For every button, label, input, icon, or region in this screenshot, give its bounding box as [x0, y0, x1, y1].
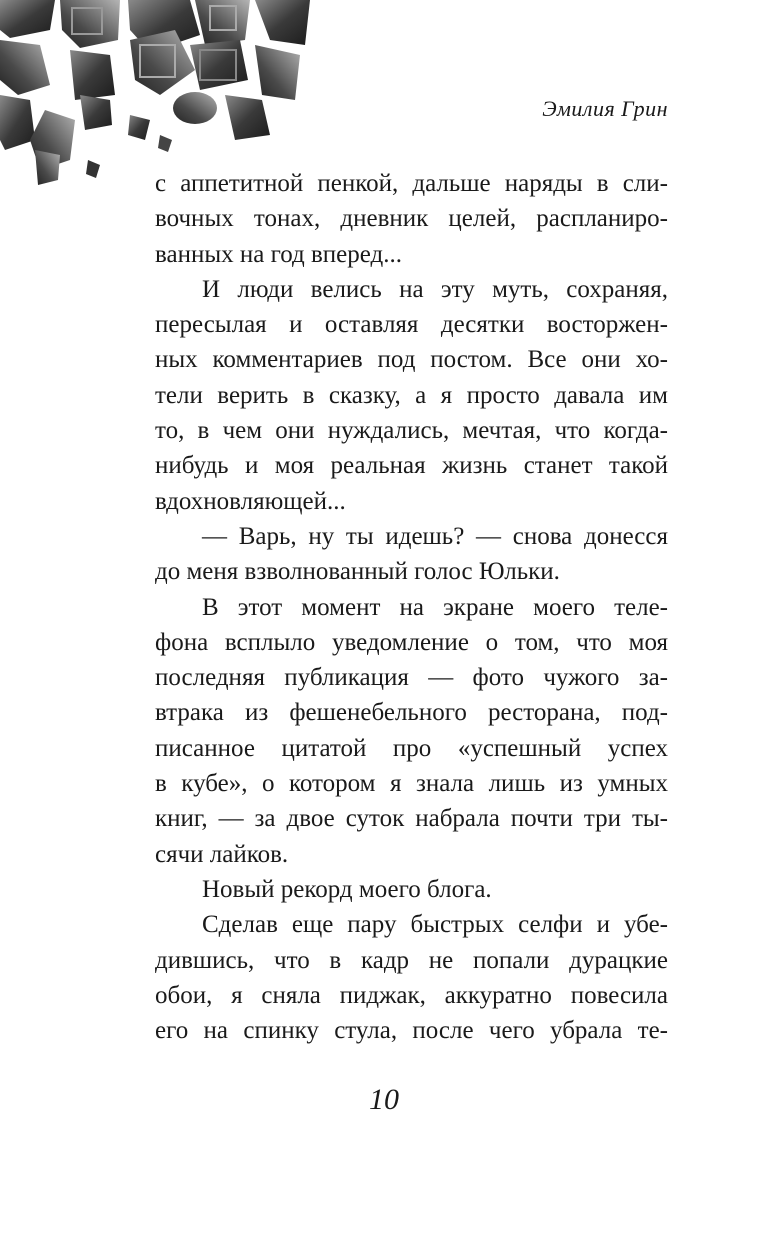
- text-line: И люди велись на эту муть, сохраняя,: [202, 275, 668, 303]
- text-line: с аппетитной пенкой, дальше наряды в сли-: [155, 170, 668, 197]
- text-line: до меня взволнованный голос Юльки.: [155, 558, 560, 586]
- text-line: вдохновляющей...: [155, 487, 346, 515]
- text-line: последняя публикация — фото чужого за-: [155, 664, 668, 692]
- text-line: Новый рекорд моего блога.: [202, 875, 492, 903]
- text-line: дившись, что в кадр не попали дурацкие: [155, 946, 668, 974]
- text-line: то, в чем они нуждались, мечтая, что когда-: [155, 417, 668, 445]
- text-line: сячи лайков.: [155, 840, 289, 868]
- text-line: его на спинку стула, после чего убрала те-: [155, 1017, 668, 1045]
- text-line: Сделав еще пару быстрых селфи и убе-: [202, 911, 668, 939]
- running-head-author: Эмилия Грин: [542, 96, 668, 121]
- chocolate-pieces-icon: [0, 0, 310, 190]
- body-text: [155, 166, 668, 1048]
- text-line: обои, я сняла пиджак, аккуратно повесила: [155, 981, 668, 1009]
- text-line: писанное цитатой про «успешный успех: [155, 734, 668, 762]
- text-line: ванных на год вперед...: [155, 240, 402, 268]
- text-line: вочных тонах, дневник целей, распланиро-: [155, 205, 668, 233]
- text-line: — Варь, ну ты идешь? — снова донесся: [202, 522, 668, 550]
- text-line: книг, — за двое суток набрала почти три ты-: [155, 805, 668, 833]
- text-line: втрака из фешенебельного ресторана, под-: [155, 699, 668, 727]
- text-line: ных комментариев под постом. Все они хо-: [155, 346, 668, 374]
- page-number: 10: [369, 1083, 399, 1116]
- text-line: нибудь и моя реальная жизнь станет такой: [155, 452, 668, 480]
- text-line: тели верить в сказку, а я просто давала им: [155, 381, 668, 409]
- text-line: пересылая и оставляя десятки восторжен-: [155, 311, 668, 339]
- text-line: в кубе», о котором я знала лишь из умных: [155, 770, 668, 798]
- text-line: В этот момент на экране моего теле-: [202, 593, 668, 621]
- text-line: фона всплыло уведомление о том, что моя: [155, 628, 668, 656]
